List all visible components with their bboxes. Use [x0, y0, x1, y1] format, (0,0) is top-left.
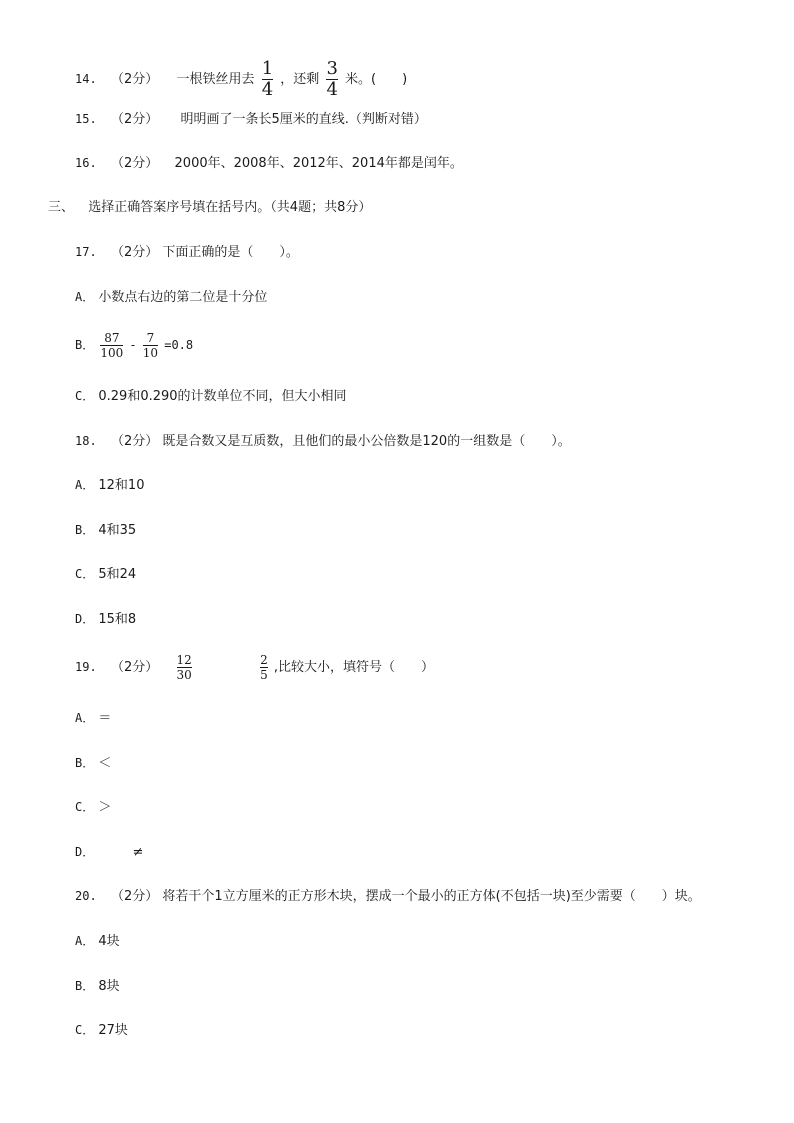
fraction-87-100 [98, 332, 125, 359]
option-b [75, 754, 111, 773]
fraction-denominator: 30 [176, 668, 192, 682]
option-text: 0.29和0.290的计数单位不同，但大小相同 [98, 389, 347, 404]
question-text: 一根铁丝用去 [176, 72, 255, 87]
option-a [75, 476, 144, 495]
question-score: （2分） [110, 889, 159, 904]
option-label: C． [75, 389, 95, 403]
option-text: 4块 [98, 934, 120, 949]
option-text: 小数点右边的第二位是十分位 [98, 290, 268, 305]
option-c [75, 798, 111, 817]
question-text: ，还剩 [280, 72, 320, 87]
option-label: B． [75, 756, 95, 770]
option-a [75, 932, 120, 951]
question-14 [75, 60, 407, 99]
fraction-7-10 [141, 332, 160, 359]
option-a [75, 709, 111, 728]
option-text: 5和24 [98, 567, 137, 582]
question-text: 2000年、2008年、2012年、2014年都是闰年。 [174, 156, 463, 171]
question-text: 明明画了一条长5厘米的直线.（判断对错） [180, 112, 427, 127]
question-score: （2分） [110, 245, 159, 260]
question-score: （2分） [110, 72, 159, 87]
option-label: C． [75, 1023, 95, 1037]
option-c [75, 1021, 128, 1040]
question-15 [75, 110, 427, 129]
question-number: 19. [75, 660, 97, 674]
section-title: 选择正确答案序号填在括号内。（共4题；共8分） [88, 200, 372, 215]
question-number: 17. [75, 245, 97, 259]
question-text: ,比较大小，填符号（ ） [273, 660, 435, 675]
question-text: 将若干个1立方厘米的正方形木块，摆成一个最小的正方体(不包括一块)至少需要（ ）块。 [162, 889, 701, 904]
option-text: 27块 [98, 1023, 128, 1038]
question-16 [75, 154, 463, 173]
fraction-denominator: 100 [100, 346, 124, 360]
option-b [75, 977, 120, 996]
question-score: （2分） [110, 112, 159, 127]
fraction-denominator: 10 [142, 346, 159, 360]
option-text: ＝ [98, 711, 112, 726]
option-text: 4和35 [98, 523, 137, 538]
option-label: A． [75, 290, 95, 304]
option-label: C． [75, 567, 95, 581]
option-a [75, 288, 267, 307]
question-text: 下面正确的是（ ）。 [162, 245, 299, 260]
option-d [75, 843, 143, 862]
fraction-numerator: 12 [176, 653, 192, 667]
section-label: 三、 [48, 200, 75, 215]
question-number: 18. [75, 434, 97, 448]
question-number: 16. [75, 156, 97, 170]
option-text: 8块 [98, 979, 120, 994]
option-label: D． [75, 612, 95, 626]
option-b [75, 330, 193, 361]
fraction-numerator: 3 [326, 58, 338, 79]
option-text: 15和8 [98, 612, 137, 627]
minus-sign: - [129, 338, 137, 352]
option-label: A． [75, 478, 95, 492]
option-text: 12和10 [98, 478, 145, 493]
option-c [75, 387, 347, 406]
option-d [75, 610, 136, 629]
question-number: 20. [75, 889, 97, 903]
question-20 [75, 887, 701, 906]
question-score: （2分） [110, 156, 159, 171]
fraction-numerator: 2 [260, 653, 268, 667]
option-label: B． [75, 523, 95, 537]
question-score: （2分） [110, 660, 159, 675]
fraction-denominator: 4 [261, 79, 274, 100]
question-19 [75, 652, 434, 683]
question-text: 既是合数又是互质数，且他们的最小公倍数是120的一组数是（ ）。 [162, 434, 571, 449]
option-text: ≠ [132, 845, 144, 860]
fraction-denominator: 5 [260, 668, 268, 682]
question-number: 15. [75, 112, 97, 126]
question-score: （2分） [110, 434, 159, 449]
question-18 [75, 432, 571, 451]
fraction-numerator: 87 [104, 331, 120, 345]
option-text: =0.8 [164, 338, 194, 352]
option-label: B． [75, 979, 95, 993]
option-text: ＞ [98, 800, 112, 815]
fraction-numerator: 1 [261, 58, 274, 79]
question-17 [75, 243, 299, 262]
fraction-three-quarters [323, 60, 340, 99]
fraction-denominator: 4 [326, 79, 338, 100]
option-label: C． [75, 800, 95, 814]
fraction-2-5 [258, 654, 270, 681]
section-heading [48, 199, 371, 217]
fraction-one-quarter [259, 60, 276, 99]
option-label: D． [75, 845, 95, 859]
question-text: 米。( ) [345, 72, 408, 87]
fraction-numerator: 7 [146, 331, 155, 345]
question-number: 14. [75, 72, 97, 86]
option-label: A． [75, 934, 95, 948]
option-label: B． [75, 338, 95, 352]
option-c [75, 565, 136, 584]
option-b [75, 521, 136, 540]
fraction-12-30 [175, 654, 194, 681]
option-label: A． [75, 711, 95, 725]
option-text: ＜ [98, 756, 112, 771]
